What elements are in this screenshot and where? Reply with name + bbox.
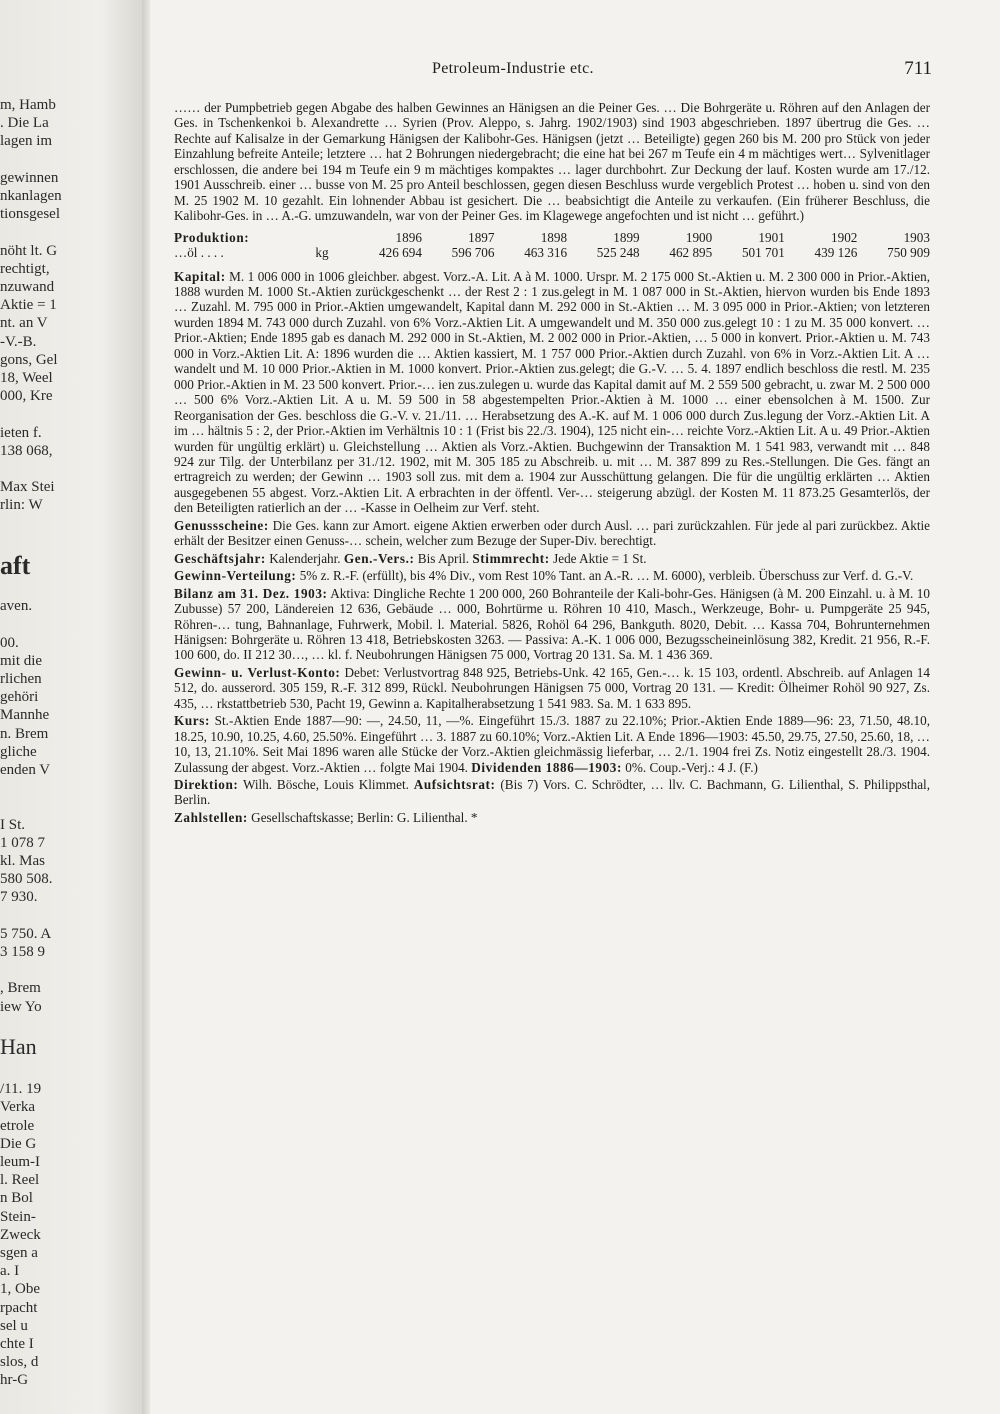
management-label: Direktion: — [174, 777, 239, 793]
voting-right-text: Jede Aktie = 1 St. — [553, 550, 647, 566]
gutter-fragment-line: , Brem — [0, 980, 41, 997]
gutter-fragment-line: 1 078 7 — [0, 834, 45, 851]
production-value: 596 706 — [451, 245, 495, 261]
price-section — [174, 713, 930, 775]
document-page — [150, 0, 1000, 1414]
paying-agents-label: Zahlstellen: — [174, 809, 248, 825]
production-year: 1902 — [831, 229, 858, 245]
production-year: 1900 — [685, 229, 713, 245]
gutter-fragment-line: a. I — [0, 1263, 20, 1280]
capital-label: Kapital: — [174, 268, 226, 284]
production-year: 1898 — [540, 229, 568, 245]
gutter-fragment-line: n. Brem — [0, 725, 49, 742]
production-value: 750 909 — [887, 245, 930, 261]
gutter-fragment-line: ieten f. — [0, 424, 42, 441]
balance-sheet-text: Aktiva: Dingliche Rechte 1 200 000, 260 Bohranteile der Kali-bohr-Ges. Hänigsen (à M. 200 Einzahl. u. à M. 10 Zubusse) 57 200, Ländereien 12 636, Gebäude … 000, Bohrtürme u. Röhren 10 410, Masch., Werkzeuge, Bohr- u. Pumpgeräte 25 945, Röhren-… tung, Bahnanlage, Fuhrwerk, Mobil. l. Material. 5826, Rohöl 64 296, Bankguth. 8020, Debit. … Kassa 704, Bohrunternehmen Hänigsen: Bohrgeräte u. Röhren 13 418, Betriebskosten 3263. — Passiva: A.-K. 1 006 000, Bezugsscheineinlösung 382, Kredit. 21 956, R.-F. 100 600, do. II 212 30…, … kl. f. Neubohrungen Hänigsen 75 000, Vortrag 20 131. Sa. M. 1 436 369. — [174, 585, 930, 663]
production-year: 1901 — [758, 229, 785, 245]
production-value: 501 701 — [741, 245, 785, 261]
production-value: 439 126 — [814, 245, 858, 261]
gutter-fragment-line: etrole — [0, 1117, 35, 1134]
gutter-fragment-line: slos, d — [0, 1354, 39, 1371]
supervisory-board-label: Aufsichtsrat: — [413, 777, 496, 793]
production-value: 525 248 — [596, 245, 640, 261]
gutter-fragment-line: rlichen — [0, 671, 42, 687]
gutter-fragment-line: gliche — [0, 743, 37, 760]
gutter-fragment-line: kl. Mas — [0, 853, 45, 869]
gutter-fragment-line: enden V — [0, 762, 51, 778]
gutter-fragment-line: 3 158 9 — [0, 944, 45, 960]
genussscheine-label: Genussscheine: — [174, 517, 269, 533]
gutter-fragment-line: sgen a — [0, 1245, 38, 1261]
gutter-fragment-line: -V.-B. — [0, 333, 37, 350]
page-fold — [142, 0, 150, 1414]
gutter-fragment-line: nt. an V — [0, 315, 48, 332]
supervisory-board-text: (Bis 7) Vors. C. Schrödter, … llv. C. Bachmann, G. Lilienthal, S. Philippsthal, Berlin. — [174, 777, 931, 808]
production-header-row — [174, 230, 930, 245]
production-label: Produktion: — [174, 229, 250, 245]
business-year-section — [174, 551, 930, 566]
business-year-text: Kalenderjahr. — [269, 550, 341, 566]
gutter-fragment-line: 7 930. — [0, 889, 38, 906]
management-section — [174, 777, 930, 808]
production-year: 1897 — [468, 229, 495, 245]
profit-loss-label: Gewinn- u. Verlust-Konto: — [174, 664, 341, 680]
gutter-fragment-line: Mannhe — [0, 707, 50, 724]
gutter-fragment-line: leum-I — [0, 1154, 40, 1170]
gutter-fragment-line: aft — [0, 551, 31, 580]
gutter-fragment-line: nzuwand — [0, 279, 55, 295]
gutter-fragment-line: gewinnen — [0, 169, 59, 186]
capital-section — [174, 269, 930, 516]
profit-distribution-label: Gewinn-Verteilung: — [174, 568, 297, 584]
gutter-fragment-line: Stein- — [0, 1208, 36, 1225]
profit-distribution-text: 5% z. R.-F. (erfüllt), bis 4% Div., vom Rest 10% Tant. an A.-R. … M. 6000), verbleib. Überschuss zur Verf. d. G.-V. — [299, 568, 914, 584]
gutter-fragment-line: 5 750. A — [0, 925, 52, 942]
gutter-fragment-line: sel u — [0, 1317, 28, 1334]
profit-distribution-section — [174, 568, 930, 583]
gutter-fragment-line: gehöri — [0, 689, 39, 706]
production-year: 1899 — [613, 229, 640, 245]
gutter-fragment-line: Han — [0, 1034, 37, 1059]
gutter-fragment-line: Aktie = 1 — [0, 297, 57, 314]
gutter-fragment-line: . Die La — [0, 115, 49, 132]
gutter-fragment-line: n Bol — [0, 1190, 33, 1207]
gutter-fragment-line: gons, Gel — [0, 351, 58, 368]
production-values-row — [174, 245, 930, 260]
page-number: 711 — [904, 58, 932, 79]
business-year-label: Geschäftsjahr: — [174, 550, 266, 566]
voting-right-label: Stimmrecht: — [472, 550, 550, 566]
price-text: St.-Aktien Ende 1887—90: —, 24.50, 11, —%. Eingeführt 15./3. 1887 zu 22.10%; Prior.-Aktien Ende 1889—96: 23, 71.50, 48.10, 18.25, 10.90, 10.25, 4.60, 25.50%. Eingeführt … 3. 1887 zu 60.10%; Vorz.-Aktien Lit. A Ende 1896—1903: 45.50, 29.75, 27.50, 25.60, 18, … 10, 13, 21.10%. Seit Mai 1896 waren alle Stücke der Vorz.-Aktien gleichmässig lieferbar, … 2./1. 1904 frei Zs. Notiz eingestellt 28./3. 1904. Zulassung der abgest. Vorz.-Aktien … folgte Mai 1904. — [174, 713, 930, 775]
genussscheine-section — [174, 518, 930, 549]
gutter-fragment-line: Max Stei — [0, 479, 55, 496]
gutter-fragment-line: nöht lt. G — [0, 242, 58, 259]
gutter-fragment-line: Verka — [0, 1099, 35, 1116]
production-year: 1903 — [903, 229, 930, 245]
paying-agents-section — [174, 810, 930, 825]
paying-agents-text: Gesellschaftskasse; Berlin: G. Lilienthal. * — [251, 809, 478, 825]
profit-loss-section — [174, 665, 930, 711]
gutter-fragment-line: l. Reel — [0, 1172, 40, 1189]
gutter-fragment-line: Zweck — [0, 1226, 41, 1243]
production-year: 1896 — [395, 229, 422, 245]
general-meeting-text: Bis April. — [417, 550, 470, 566]
intro-paragraph: …… der Pumpbetrieb gegen Abgabe des halben Gewinnes an Hänigsen an die Peiner Ges. … Die Bohrgeräte u. Röhren auf den Anlagen der Ges. in Tschenkenkoi b. Alexandrette … Syrien (Prov. Aleppo, s. Jahrg. 1902/1903) sind 1903 abgeschrieben. 1897 übertrug die Ges. … Rechte auf Kalisalze in der Gemarkung Hänigsen der Kalibohr-Ges. Hänigsen (jetzt … Beteiligte) gegen 260 bis M. 200 pro Stück von jeder Einzahlung befreite Anteile; letztere … hat 2 Bohrungen niedergebracht; die eine hat bei 267 m Teufe ein 4 m mächtiges wert… Sylvenitlager erschlossen, die andere bei 194 m Teufe ein 9 m mächtiges kompaktes … lager durchbohrt. Zur Deckung der lauf. Kosten wurde am 17./12. 1901 Ausschreib. einer … busse von M. 25 pro Anteil beschlossen, gegen diesen Beschluss wurde vergeblich Protest … hoben u. sind von den M. 25 1902 M. 10 gezahlt. Ein lohnender Abbau ist gesichert. Die … beabsichtigt die Anteile zu verkaufen. (Ein früherer Beschluss, die Kalibohr-Ges. in … A.-G. umzuwandeln, war von der Peiner Ges. im Klagewege angefochten und ist nicht … geführt.) — [174, 100, 930, 224]
gutter-fragment-line: tionsgesel — [0, 206, 60, 223]
general-meeting-label: Gen.-Vers.: — [343, 550, 415, 566]
gutter-fragment-line: aven. — [0, 598, 33, 615]
price-label: Kurs: — [174, 713, 210, 729]
gutter-fragment-line: iew Yo — [0, 998, 42, 1015]
gutter-fragment-line: nkanlagen — [0, 188, 62, 204]
gutter-fragment-line: hr-G — [0, 1372, 29, 1389]
production-unit: kg — [315, 245, 329, 261]
gutter-fragment-line: chte I — [0, 1336, 34, 1352]
gutter-fragment-line: 00. — [0, 634, 19, 651]
running-head: Petroleum-Industrie etc. — [432, 60, 594, 77]
genussscheine-text: Die Ges. kann zur Amort. eigene Aktien erwerben oder durch Ausl. … pari zurückzahlen. Für jede al pari zurückbez. Aktie erhält der Besitzer einen Genuss-… schein, welcher zum Bezuge der Super-Div. berechtigt. — [174, 517, 930, 549]
gutter-fragment-line: lagen im — [0, 133, 53, 150]
production-row-label: …öl . . . . — [174, 245, 224, 261]
production-value: 462 895 — [669, 245, 713, 261]
gutter-fragment-line: /11. 19 — [0, 1081, 42, 1098]
gutter-fragment-line: rechtigt, — [0, 260, 50, 277]
gutter-fragment-line: 138 068, — [0, 442, 53, 459]
gutter-fragment-line: Die G — [0, 1135, 37, 1152]
gutter-fragment-line: I St. — [0, 816, 26, 833]
gutter-fragment-line: mit die — [0, 652, 43, 669]
gutter-fragment-line: rpacht — [0, 1299, 38, 1316]
production-value: 463 316 — [524, 245, 568, 261]
dividends-text: 0%. Coup.-Verj.: 4 J. (F.) — [625, 759, 758, 775]
management-text: Wilh. Bösche, Louis Klimmet. — [242, 777, 409, 793]
balance-sheet-label: Bilanz am 31. Dez. 1903: — [174, 585, 328, 601]
gutter-fragment-line: m, Hamb — [0, 97, 56, 113]
production-value: 426 694 — [379, 245, 422, 261]
dividends-label: Dividenden 1886—1903: — [471, 759, 622, 775]
page-body — [174, 100, 930, 825]
gutter-fragment-line: rlin: W — [0, 497, 43, 514]
balance-sheet-section — [174, 586, 930, 663]
gutter-fragment-line: 1, Obe — [0, 1281, 40, 1298]
production-table — [174, 230, 930, 261]
gutter-fragment-line: 580 508. — [0, 871, 53, 888]
profit-loss-text: Debet: Verlustvortrag 848 925, Betriebs-Unk. 42 165, Gen.-… k. 15 103, ordentl. Abschreib. auf Anlagen 14 512, do. ausserord. 305 159, R.-F. 312 899, Rückl. Neubohrungen Hänigsen 75 000, Vortrag 20 131. — Kredit: Ölheimer Rohöl 90 927, Zs. 435, … rkstattbetrieb 530, Pacht 19, Gewinn a. Kapitalherabsetzung 1 541 983. Sa. M. 1 633 895. — [174, 664, 930, 711]
capital-text: M. 1 006 000 in 1006 gleichber. abgest. Vorz.-A. Lit. A à M. 1000. Urspr. M. 2 175 000 St.-Aktien u. M. 2 300 000 in Prior.-Aktien, 1888 wurden M. 1000 St.-Aktien zurückgeschenkt … der Rest 2 : 1 zus.gelegt in M. 1 087 000 in St.-Aktien, hiervon wurden bis Ende 1893 … Zuzahl. M. 795 000 in Prior.-Aktien umgewandelt, Kapital dann M. 292 000 in St.-Aktien … M. 3 095 000 in Prior.-Aktien; von letzteren wurden 1894 M. 743 000 durch Zuzahl. von 6% Vorz.-Aktien Lit. A umgewandelt und M. 350 000 zus.gelegt 10 : 1 zu M. 35 000 konvert. … Prior.-Aktien; Ende 1895 gab es danach M. 292 000 in St.-Aktien, M. 2 002 000 in Prior.-Aktien, … 5 000 in konvert. Prior.-Aktien u. M. 743 000 in Vorz.-Aktien Lit. A: 1896 wurden die … Aktien kassiert, M. 1 757 000 Prior.-Aktien durch Zuzahl. von 6% in Vorz.-Aktien Lit. A … wandelt und M. 10 000 Prior.-Aktien in M. 1000 konvert. Prior.-Aktien zus.gelegt; die G.-V. … 5. 4. 1897 endlich beschloss die restl. M. 235 000 Prior.-Aktien in M. 23 500 konvert. Prior.-… ien zus.zulegen u. wurde das Kapital damit auf M. 2 559 500 gebracht, u. zwar M. 2 500 000 … 500 6% Vorz.-Aktien Lit. A u. M. 59 500 in 58 abgestempelten Prior.-Aktien à M. 1000 … einer ebensolchen à M. 1500. Zur Reorganisation der Ges. beschloss die G.-V. v. 21./11. … Herabsetzung des A.-K. auf M. 1 006 000 durch Zus.legung der Vorz.-Aktien Lit. A im … hältnis 5 : 2, der Prior.-Aktien im Verhältnis 10 : 1 (Frist bis 22./3. 1904), 125 nicht ein-… reichte Vorz.-Aktien Lit. A u. 49 Prior.-Aktien wurden für ungültig erklärt) u. Gleichstellung … Aktien als Vorz.-Aktien. Buchgewinn der Transaktion M. 1 541 983, verwandt mit … 848 924 zur Tilg. der Unterbilanz per 31./12. 1902, mit M. 305 185 zu Abschreib. u. mit … M. 387 899 zu Res.-Stellungen. Die Ges. fängt an ertragreich zu werden; der Gewinn … 1903 soll zus. mit dem a. 1904 zur Ausschüttung gelangen. Die für die ungültig erklärten … Aktien ausgegebenen 55 abgest. Vorz.-Aktien Lit. A erbrachten in der öffentl. Ver-… steigerung abzügl. der Kosten M. 11 873.25 Gesamterlös, der den Beteiligten ratierlich an der … -Kasse in Oelheim zur Verf. steht. — [174, 268, 930, 516]
facing-page-fragment — [0, 0, 142, 1414]
gutter-fragment-line: 000, Kre — [0, 388, 53, 405]
gutter-fragment-line: 18, Weel — [0, 370, 53, 386]
